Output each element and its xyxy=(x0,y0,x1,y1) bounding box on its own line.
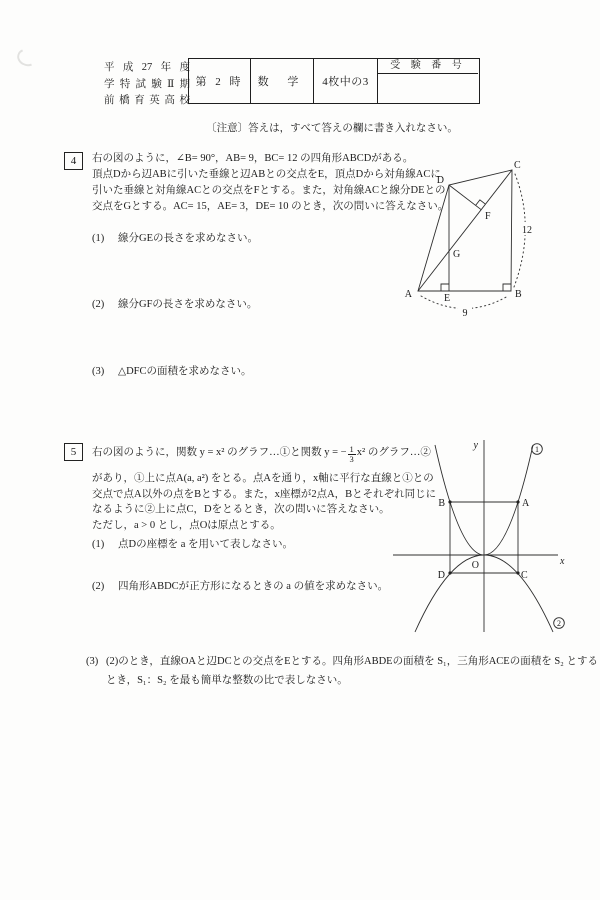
question-number: (1) xyxy=(92,539,105,550)
vertex-label-c: C xyxy=(514,160,521,171)
question-text: 線分GFの長さを求めなさい。 xyxy=(118,299,258,310)
curve2-number: 2 xyxy=(557,619,561,628)
problem4-question-1 xyxy=(92,231,258,246)
diagonal-ac xyxy=(418,170,512,291)
question-number: (2) xyxy=(92,299,105,310)
problem4-intro-line: 右の図のように，∠B= 90°，AB= 9，BC= 12 の四角形ABCDがある。 xyxy=(92,153,414,164)
vertex-label-b: B xyxy=(515,289,522,300)
vertex-label-d: D xyxy=(436,175,444,186)
intro-line1-pre: 右の図のように，関数 y = x² のグラフ…①と関数 y = − xyxy=(92,447,347,458)
problem5-intro-line: 交点で点A以外の点をBとする。また，x座標が2点A，Bとそれぞれ同じに xyxy=(92,488,437,500)
point-label-d: D xyxy=(437,570,445,581)
point-d xyxy=(448,571,451,574)
problem5-intro-line1 xyxy=(92,444,431,464)
side-length-bc: 12 xyxy=(522,225,532,236)
right-angle-mark-f xyxy=(476,200,486,206)
problem4-question-3 xyxy=(92,364,252,379)
question-number: (3) xyxy=(86,656,99,667)
problem5-intro-line: ただし，a > 0 とし，点Oは原点とする。 xyxy=(92,519,281,531)
examinee-number-cell xyxy=(378,59,478,103)
problem4-number-box: 4 xyxy=(64,152,83,170)
question-number: (2) xyxy=(92,581,105,592)
examinee-number-label: 受 験 番 号 xyxy=(378,59,478,74)
question-text-line1: (2)のとき，直線OAと辺DCとの交点をEとする。四角形ABDEの面積を S₁，三角形ACEの面積を S₂ とする xyxy=(106,656,598,667)
problem5-intro xyxy=(92,442,436,533)
problem5-number-box: 5 xyxy=(64,443,83,461)
intro-line1-post: x² のグラフ…② xyxy=(356,447,431,458)
right-angle-mark-b xyxy=(503,284,511,291)
question-text: 点Dの座標を a を用いて表しなさい。 xyxy=(118,539,293,550)
problem4-figure xyxy=(385,150,575,330)
header-school-block xyxy=(104,60,190,110)
header-table xyxy=(188,58,480,104)
problem5-question-3 xyxy=(86,654,598,669)
header-subject-cell: 数 学 xyxy=(251,59,314,103)
vertex-label-g: G xyxy=(453,249,461,260)
problem5-intro-line: があり，①上に点A(a, a²) をとる。点Aを通り，x軸に平行な直線と①との xyxy=(92,473,434,485)
vertex-label-a: A xyxy=(404,289,412,300)
problem5-question-2 xyxy=(92,579,388,594)
axis-label-y: y xyxy=(473,440,478,451)
header-exam-name: 学特試験Ⅱ期 xyxy=(104,78,190,90)
point-label-b: B xyxy=(438,498,445,509)
problem5-question-1 xyxy=(92,537,293,552)
point-label-a: A xyxy=(522,498,530,509)
question-number: (3) xyxy=(92,366,105,377)
header-school-name: 前橋育英高校 xyxy=(104,95,190,106)
axis-label-x: x xyxy=(560,556,565,567)
vertex-label-f: F xyxy=(485,211,491,222)
header-sheet-cell: 4枚中の3 xyxy=(314,59,378,103)
curve1-circled-number xyxy=(532,444,543,455)
origin-label: O xyxy=(471,560,479,571)
curve2-circled-number xyxy=(554,618,565,629)
problem4-intro-line: 交点をGとする。AC= 15，AE= 3，DE= 10 のとき，次の問いに答えなさい。 xyxy=(92,201,449,212)
side-length-ab: 9 xyxy=(462,308,468,319)
header-year: 平成27年度 xyxy=(104,62,190,73)
point-label-c: C xyxy=(521,570,528,581)
question-text: △DFCの面積を求めなさい。 xyxy=(118,366,252,377)
point-b xyxy=(448,500,451,503)
vertex-label-e: E xyxy=(443,293,451,304)
question-number: (1) xyxy=(92,233,105,244)
scan-artifact xyxy=(15,46,40,69)
question-text: 四角形ABDCが正方形になるときの a の値を求めなさい。 xyxy=(118,581,389,592)
point-c xyxy=(516,571,519,574)
question-text: 線分GEの長さを求めなさい。 xyxy=(118,233,258,244)
problem5-figure xyxy=(390,436,574,636)
examinee-number-blank xyxy=(378,74,478,103)
curve1-number: 1 xyxy=(535,445,539,454)
right-angle-mark-e xyxy=(441,284,449,291)
problem4-question-2 xyxy=(92,297,257,312)
notice-line: 〔注意〕答えは，すべて答えの欄に書き入れなさい。 xyxy=(206,123,458,134)
fraction-one-third xyxy=(348,445,356,465)
point-a xyxy=(516,500,519,503)
problem4-intro-line: 引いた垂線と対角線ACとの交点をFとする。また，対角線ACと線分DEとの xyxy=(92,185,446,196)
segment-df xyxy=(449,185,481,210)
problem4-intro-line: 頂点Dから辺ABに引いた垂線と辺ABとの交点をE，頂点Dから対角線ACに xyxy=(92,169,441,180)
problem5-question-3-line2: とき，S₁：S₂ を最も簡単な整数の比で表しなさい。 xyxy=(106,675,348,686)
header-period-cell: 第 2 時 xyxy=(189,59,251,103)
fraction-denominator: 3 xyxy=(349,454,354,464)
problem5-intro-line: なるように②上に点C，Dをとるとき，次の問いに答えなさい。 xyxy=(92,504,390,516)
fraction-numerator: 1 xyxy=(349,443,354,454)
